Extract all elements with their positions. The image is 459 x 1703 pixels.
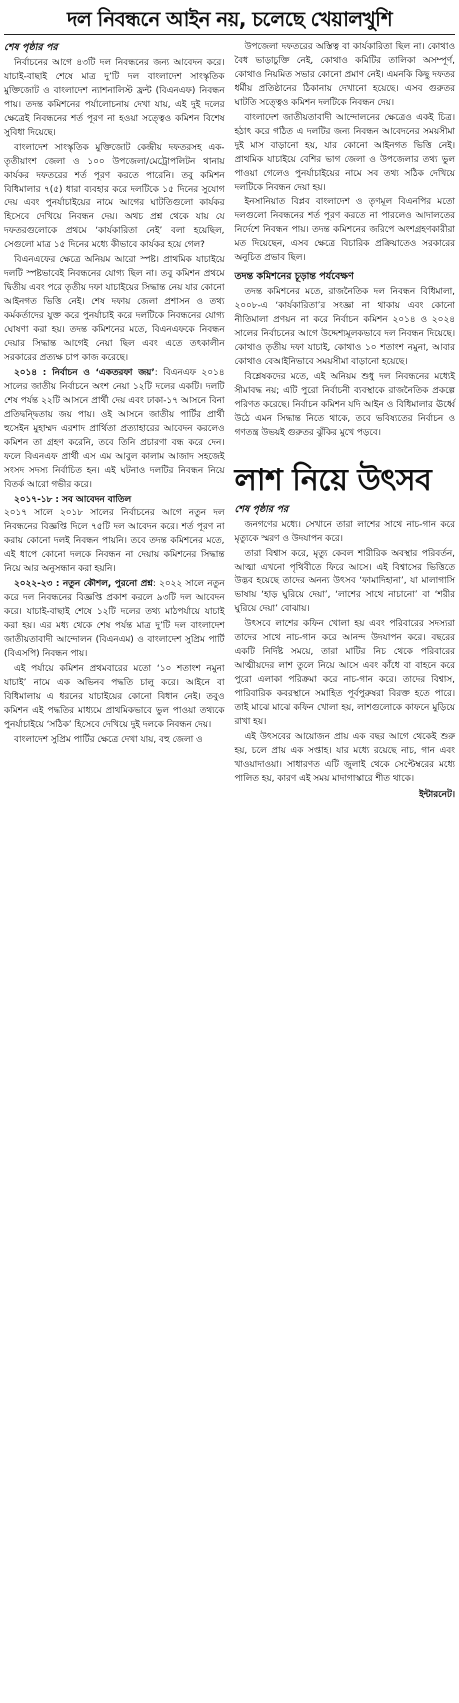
right-column: [235, 41, 456, 803]
paragraph: তদন্ত কমিশনের মতে, রাজনৈতিক দল নিবন্ধন বিধিমালা, ২০০৮-এ ‘কার্যকারিতা’র সংজ্ঞা না থাকায় এবং কোনো নীতিমালা প্রণয়ন না করে নির্বাচন কমিশন ২০১৪ ও ২০২৪ সালের নির্বাচনের আগে উদ্দেশ্যমূলকভাবে দল নিবন্ধন দিয়েছে। কোথাও তৃতীয় দফা যাচাই, কোথাও ১০ শতাংশ নমুনা, আবার কোথাও বেআইনিভাবে সময়সীমা বাড়ানো হয়েছে।: [234, 287, 455, 367]
paragraph: এই উৎসবের আয়োজন প্রায় এক বছর আগে থেকেই শুরু হয়, চলে প্রায় এক সপ্তাহ। যার মধ্যে রয়েছে নাচ, গান এবং খাওয়াদাওয়া। সাধারণত এটি জুলাই থেকে সেপ্টেম্বরের মধ্যে পালিত হয়, কারণ এই সময় মাদাগাস্কারে শীত থাকে।: [234, 731, 455, 784]
paragraph-2014: [4, 367, 225, 493]
paragraph: বিএনএফের ক্ষেত্রে অনিয়ম আরো স্পষ্ট। প্রাথমিক যাচাইয়ে দলটি স্পষ্টভাবেই নিবন্ধনের যোগ্য ছিল না। তবু কমিশন প্রথমে দ্বিতীয় এবং পরে তৃতীয় দফা যাচাইয়ের সিদ্ধান্ত নেয় যার কোনো আইনগত ভিত্তি নেই। শেষ দফায় জেলা প্রশাসন ও তথ্য কর্মকর্তাদের যুক্ত করে পুনর্যাচাই করে দলটিকে নিবন্ধনের যোগ্য ঘোষণা করা হয়। তদন্ত কমিশনের মতে, বিএনএফকে নিবন্ধন দেয়ার সিদ্ধান্ত আগেই নেয়া ছিল এবং এতে তৎকালীন সরকারের প্রত্যক্ষ চাপ কাজ করেছে।: [4, 255, 225, 363]
left-column: [4, 41, 225, 803]
main-headline: দল নিবন্ধনে আইন নয়, চলেছে খেয়ালখুশি: [4, 4, 455, 35]
paragraph: বাংলাদেশ জাতীয়তাবাদী আন্দোলনের ক্ষেত্রেও একই চিত্র। হঠাৎ করে গঠিত এ দলটির জন্য নিবন্ধন আবেদনের সময়সীমা দুই মাস বাড়ানো হয়, যার কোনো আইনগত ভিত্তি নেই। প্রাথমিক যাচাইয়ে বেশির ভাগ জেলা ও উপজেলার তথ্য ভুল পাওয়া গেলেও পুনর্যাচাইয়ের নামে সব তথ্য সঠিক দেখিয়ে দলটিকে নিবন্ধন দেয়া হয়।: [234, 112, 455, 193]
paragraph-text: : বিএনএফ ২০১৪ সালের জাতীয় নির্বাচনে অংশ নেয়া ১২টি দলের একটি। দলটি শেষ পর্যন্ত ২২টি আসনে প্রার্থী দেয় এবং ঢাকা-১৭ আসনে বিনা প্রতিদ্বন্দ্বিতায় জয় পায়। ওই আসনে জাতীয় পার্টির প্রার্থী হুসেইন মুহাম্মদ এরশাদ প্রার্থিতা প্রত্যাহারের আবেদন করলেও কমিশন তা গ্রহণ করেনি, তবে তিনি প্রচারণা বন্ধ করে দেন। ফলে বিএনএফ প্রার্থী এস এম আবুল কালাম আজাদ সহজেই সংসদ সদস্য নির্বাচিত হন। এই ঘটনাও দলটির নিবন্ধন নিয়ে বিতর্ক আরো গভীর করে।: [4, 367, 225, 490]
paragraph-2017: [4, 494, 225, 578]
paragraph: বিশ্লেষকদের মতে, এই অনিয়ম শুধু দল নিবন্ধনের মধ্যেই সীমাবদ্ধ নয়; এটি পুরো নির্বাচনী ব্যবস্থাকে রাজনৈতিক প্রকল্পে পরিণত করেছে। নির্বাচন কমিশন যদি আইন ও বিধিমালার ঊর্ধ্বে উঠে এমন সিদ্ধান্ত নিতে থাকে, তবে ভবিষ্যতের নির্বাচন ও গণতন্ত্র উভয়ই গুরুতর ঝুঁকির মুখে পড়বে।: [234, 371, 455, 438]
paragraph: এই পর্যায়ে কমিশন প্রথমবারের মতো ‘১০ শতাংশ নমুনা যাচাই’ নামে এক অভিনব পদ্ধতি চালু করে। আইনে বা বিধিমালায় এ ধরনের যাচাইয়ের কোনো বিধান নেই। তবুও কমিশন এই পদ্ধতির মাধ্যমে প্রাথমিকভাবে ভুল পাওয়া তথ্যকে পুনর্যাচাইয়ে ‘সঠিক’ হিসেবে দেখিয়ে দুই দলকে নিবন্ধন দেয়।: [4, 663, 225, 730]
continued-label-2: শেষ পৃষ্ঠার পর: [234, 503, 289, 515]
paragraph-2022: [4, 578, 225, 662]
paragraph: ইনসানিয়াত বিপ্লব বাংলাদেশ ও তৃণমূল বিএনপির মতো দলগুলো নিবন্ধনের শর্ত পূরণ করতে না পারলেও আদালতের নির্দেশে নিবন্ধন পায়। তদন্ত কমিশনের জরিপে অংশগ্রহণকারীরা মত দিয়েছেন, এসব ক্ষেত্রে বিচারিক প্রক্রিয়াতেও সরকারের অনুচিত প্রভাব ছিল।: [234, 197, 455, 264]
paragraph: উপজেলা দফতরের অস্তিত্ব বা কার্যকারিতা ছিল না। কোথাও বৈধ ভাড়াচুক্তি নেই, কোথাও কমিটির তালিকা অসম্পূর্ণ, কোথাও নিয়মিত সভার কোনো প্রমাণ নেই। এমনকি কিছু দফতর ধর্মীয় প্রতিষ্ঠানের ঠিকানায় দেখানো হয়েছে। এসব গুরুতর ঘাটতি সত্ত্বেও কমিশন দলটিকে নিবন্ধন দেয়।: [234, 42, 455, 108]
subheading: তদন্ত কমিশনের চূড়ান্ত পর্যবেক্ষণ: [234, 271, 354, 283]
paragraph: জনগণের মধ্যে। সেখানে তারা লাশের সাথে নাচ-গান করে মৃত্যুকে স্মরণ ও উদযাপন করে।: [234, 519, 455, 544]
paragraph: উৎসবে লাশের কফিন খোলা হয় এবং পরিবারের সদস্যরা তাদের সাথে নাচ-গান করে আনন্দ উদযাপন করে। বছরের একটি নির্দিষ্ট সময়ে, তারা মাটির নিচ থেকে পরিবারের আত্মীয়দের লাশ তুলে নিয়ে আসে এবং কাঁধে বা বাহনে করে পুরো এলাকা পরিক্রমা করে নাচ-গান করে। তাদের বিশ্বাস, পারিবারিক কবরস্থানে সমাহিত পূর্বপুরুষরা বিরক্ত হতে পারে। তাই মাঝে মাঝে কফিন খোলা হয়, লাশগুলোকে কাফনে মুড়িয়ে রাখা হয়।: [234, 619, 455, 727]
second-headline: লাশ নিয়ে উৎসব: [234, 462, 432, 498]
paragraph-text: ২০১৭ সালে ২০১৮ সালের নির্বাচনের আগে নতুন দল নিবন্ধনের বিজ্ঞপ্তি দিলে ৭৫টি দল আবেদন করে। শর্ত পূরণ না করায় কোনো দলই নিবন্ধন পায়নি। তবে তদন্ত কমিশনের মতে, এই ধাপে কোনো দলকে নিবন্ধন না দেয়ায় কমিশনের সিদ্ধান্ত নিয়ে আর অনুসন্ধান করা হয়নি।: [4, 508, 225, 575]
continued-label: শেষ পৃষ্ঠার পর: [4, 42, 58, 53]
section-lead-2017: ২০১৭-১৮ : সব আবেদন বাতিল: [14, 494, 132, 505]
paragraph: নির্বাচনের আগে ৪৩টি দল নিবন্ধনের জন্য আবেদন করে। যাচাই-বাছাই শেষে মাত্র দু’টি দল বাংলাদেশ সাংস্কৃতিক মুক্তিজোট ও বাংলাদেশ ন্যাশনালিস্ট ফ্রন্ট (বিএনএফ) নিবন্ধন পায়। তদন্ত কমিশনের পর্যালোচনায় দেখা যায়, এই দুই দলের ক্ষেত্রেই নিবন্ধনের শর্ত পূরণ না হওয়া সত্ত্বেও কমিশন বিশেষ সুবিধা দিয়েছে।: [4, 57, 225, 138]
section-lead-2022: ২০২২-২৩ : নতুন কৌশল, পুরনো প্রশ্ন: [14, 579, 153, 590]
paragraph: বাংলাদেশ সুপ্রিম পার্টির ক্ষেত্রে দেখা যায়, বহু জেলা ও: [14, 734, 203, 745]
paragraph: বাংলাদেশ সাংস্কৃতিক মুক্তিজোট কেন্দ্রীয় দফতরসহ এক-তৃতীয়াংশ জেলা ও ১০০ উপজেলা/মেট্রোপলিটন থানায় কার্যকর দফতরের শর্ত পূরণ করতে পারেনি। তবু কমিশন বিধিমালার ৭(৫) ধারা ব্যবহার করে দলটিকে ১৫ দিনের সুযোগ দেয় এবং পুনর্যাচাইয়ের নামে আগের ঘাটতিগুলো কার্যকর হিসেবে দেখিয়ে নিবন্ধন দেয়। অথচ প্রশ্ন থেকে যায় যে দফতরগুলোকে প্রথমে ‘কার্যকারিতা নেই’ বলা হয়েছিল, সেগুলো মাত্র ১৫ দিনের মধ্যে কীভাবে কার্যকর হয়ে গেল?: [4, 142, 225, 251]
paragraph-text: : ২০২২ সালে নতুন করে দল নিবন্ধনের বিজ্ঞপ্তি প্রকাশ করলে ৯৩টি দল আবেদন করে। যাচাই-বাছাই শেষে ১২টি দলের তথ্য মাঠপর্যায়ে যাচাই করা হয়। এর মধ্য থেকে শেষ পর্যন্ত মাত্র দু’টি দল বাংলাদেশ জাতীয়তাবাদী আন্দোলন (বিএনএম) ও বাংলাদেশ সুপ্রিম পার্টি (বিএসপি) নিবন্ধন পায়।: [4, 579, 225, 659]
source-credit: ইন্টারনেট।: [419, 789, 455, 800]
article-columns: [4, 41, 455, 803]
section-lead-2014: ২০১৪ : নির্বাচন ও ‘একতরফা জয়’: [14, 367, 155, 378]
paragraph: তারা বিশ্বাস করে, মৃত্যু কেবল শারীরিক অবস্থার পরিবর্তন, আত্মা এখনো পৃথিবীতে ফিরে আসে। এই বিশ্বাসের ভিত্তিতে উদ্ভব হয়েছে তাদের অনন্য উৎসব ‘ফামাদিহানা’, যা মালাগাসি ভাষায় ‘হাড় ঘুরিয়ে দেয়া’, ‘লাশের সাথে নাচানো’ বা ‘শরীর ঘুরিয়ে দেয়া’ বোঝায়।: [234, 548, 455, 615]
